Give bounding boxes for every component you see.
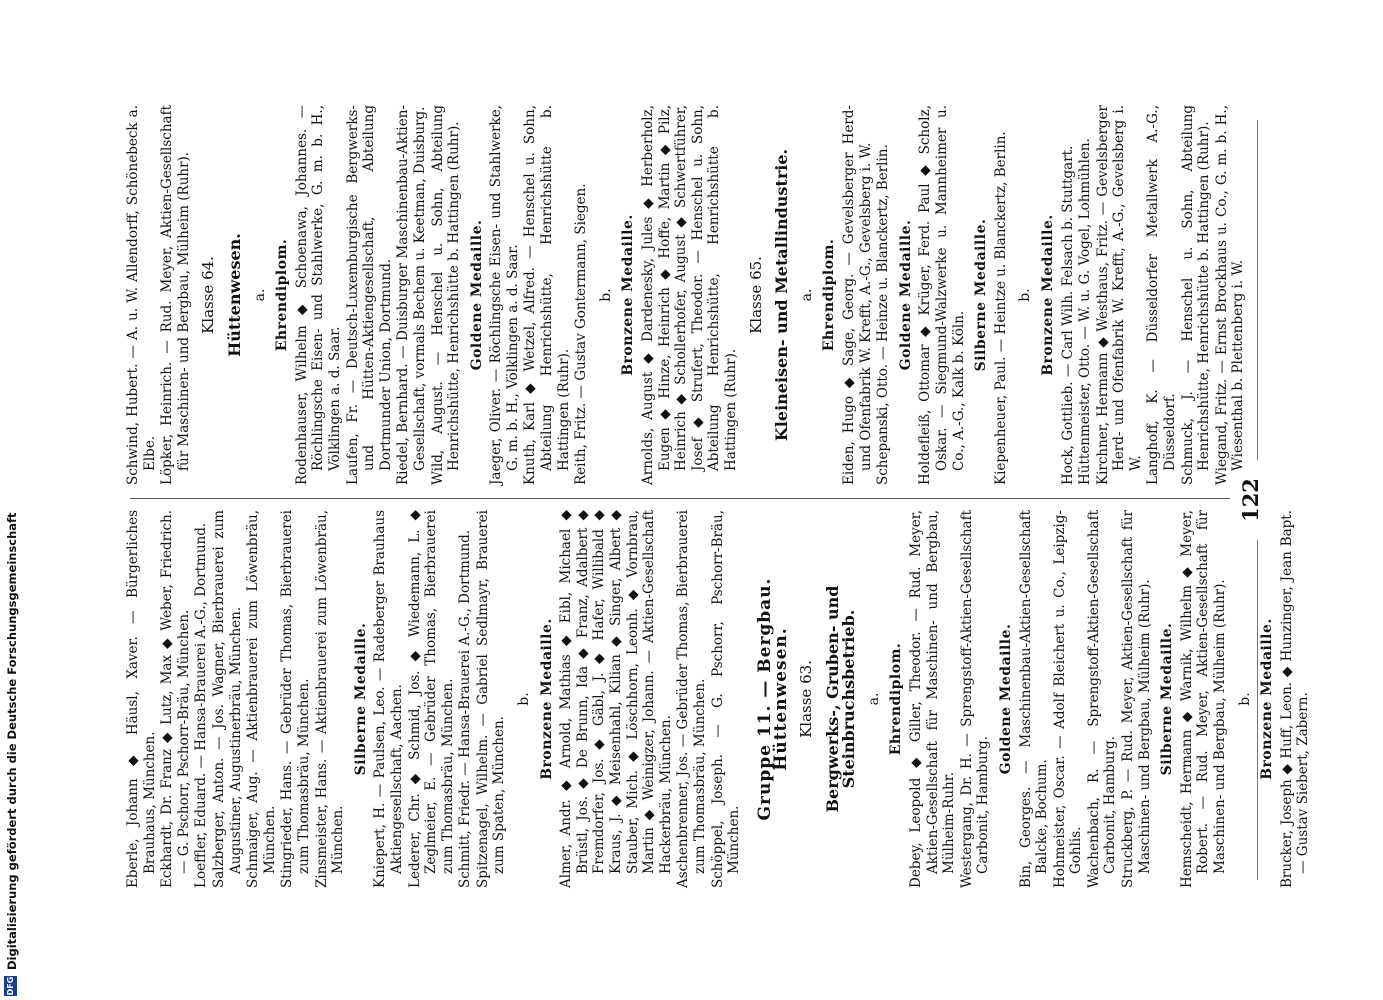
subsection-letter: a. (251, 288, 268, 302)
footer-strip (0, 0, 24, 1000)
award-heading: Silberne Medaille. (1159, 622, 1176, 776)
award-entry: Bin, Georges. — Maschinenbau-Aktien-Gesellschaft Balcke, Bochum. (1017, 510, 1051, 888)
award-entry: Brucker, Joseph ◆ Huff, Leon. ◆ Hunzinger, Jean Bapt. — Gustav Siebert, Zabern. (1278, 510, 1312, 888)
award-entry: Reith, Fritz. — Gustav Gontermann, Siegen. (573, 183, 590, 485)
subsection-letter: b. (1017, 288, 1034, 302)
award-heading: Bronzene Medaille. (1259, 618, 1276, 780)
award-entry: Knuth, Karl ◆ Wetzel, Alfred. — Henschel u. Sohn, Abteilung Henrichshütte, Henrichshütte b. Hattingen (Ruhr). (522, 105, 572, 485)
award-entry: Schmuck, J. — Henschel u. Sohn, Abteilung Henrichshütte, Henrichshütte b. Hattingen (Ruhr). (1179, 105, 1213, 485)
award-entry: Schepanski, Otto. — Heinze u. Blanckertz, Berlin. (875, 144, 892, 485)
award-entry: Lederer, Chr. ◆ Schmid, Jos. ◆ Wiedemann, L. ◆ Zeglmeier, E. — Gebrüder Thomas, Bierbrauerei zum Thomasbräu, München. (406, 510, 456, 888)
award-heading: Silberne Medaille. (352, 622, 369, 776)
award-entry: Wachenbach, R. — Sprengstoff-Aktien-Gesellschaft Carbonit, Hamburg. (1085, 510, 1119, 888)
award-entry: Almer, Andr. ◆ Arnold, Mathias ◆ Eibl, Michael ◆ Brüstl, Jos. ◆ De Brunn, Ida ◆ Franz, Adalbert ◆ Fremdorfer, Jos. ◆ Gäbl, J. ◆ Hafer, Willibald ◆ Kraus, J. ◆ Meisenhahl, Kilian ◆ Singer, Albert ◆ Stauber, Mich. ◆ Löschhorn, Leonh. ◆ Vornbrau, Martin ◆ Weinigzer, Johann. — Aktien-Gesellschaft Hackerbräu, München. (558, 510, 674, 888)
award-heading: Ehrendiplom. (888, 642, 905, 756)
page-number-value: 122 (1238, 478, 1263, 522)
award-entry: Struckberg, P. — Rud. Meyer, Aktien-Gesellschaft für Maschinen- und Bergbau, Mülheim (Ruhr). (1120, 510, 1153, 888)
class-heading: Klasse 63. (796, 660, 815, 738)
award-entry: Westergang, Dr. H. — Sprengstoff-Aktien-Gesellschaft Carbonit, Hamburg. (958, 510, 992, 888)
subsection-letter: b. (1236, 692, 1253, 706)
award-entry: Eckhardt, Dr. Franz ◆ Lutz, Max ◆ Weber, Friedrich. — G. Pschorr, Pschorr-Bräu, München. (159, 510, 192, 888)
dfg-logo: DFG (6, 976, 15, 996)
section-heading: Hüttenwesen. (224, 233, 244, 357)
award-heading: Goldene Medaille. (997, 623, 1014, 775)
award-entry: Holdefleiß, Ottomar ◆ Krüger, Ferd. Paul ◆ Scholz, Oskar. — Siegmund-Walzwerke u. Mannheimer u. Co., A.-G., Kalk b. Köln. (917, 105, 967, 485)
award-heading: Silberne Medaille. (973, 218, 990, 372)
award-entry: Debey, Leopold ◆ Giller, Theodor. — Rud. Meyer, Aktien-Gesellschaft für Maschinen- und Bergbau, Mülheim-Ruhr. (907, 510, 958, 888)
award-entry: Aschenbrenner, Jos. — Gebrüder Thomas, Bierbrauerei zum Thomasbräu, München. (675, 510, 708, 888)
award-entry: Schmaiger, Aug. — Aktienbrauerei zum Löwenbräu, München. (245, 510, 278, 888)
award-entry: Rodenhauser, Wilhelm ◆ Schoenawa, Johannes. — Röchlingsche Eisen- und Stahlwerke, G. m. b. H., Völklingen a. d. Saar. (293, 105, 343, 485)
subsection-letter: a. (798, 288, 815, 302)
award-entry: Hemscheidt, Hermann ◆ Warnik, Wilhelm ◆ Meyer, Robert. — Rud. Meyer, Aktien-Gesellschaft für Maschinen- und Bergbau, Mülheim (Ruhr). (1178, 510, 1229, 888)
award-entry: Hohmeister, Oscar. — Adolf Bleichert u. Co., Leipzig-Gohlis. (1051, 510, 1085, 888)
award-entry: Wiegand, Fritz. — Ernst Brockhaus u. Co., G. m. b. H., Wiesenthal b. Plettenberg i. W. (1213, 105, 1247, 485)
award-entry: Schöppel, Joseph. — G. Pschorr, Pschorr-Bräu, München. (709, 510, 743, 888)
award-entry: Kiepenheuer, Paul. — Heintze u. Blanckertz, Berlin. (992, 131, 1009, 485)
award-entry: Eberle, Johann ◆ Häusl, Xaver. — Bürgerliches Brauhaus, München. (125, 510, 158, 888)
section-heading: Bergwerks-, Gruben- und Steinbruchsbetrieb. (822, 585, 859, 813)
award-entry: Loeffler, Eduard. — Hansa-Brauerei A.-G., Dortmund. (193, 522, 210, 888)
group-heading: Gruppe 11. — Bergbau. Hüttenwesen. (754, 577, 792, 821)
award-entry: Löpker, Heinrich. — Rud. Meyer, Aktien-Gesellschaft für Maschinen- und Bergbau, Mülheim (Ruhr). (159, 105, 192, 485)
award-entry: Laufen, Fr. — Deutsch-Luxemburgische Bergwerks- und Hütten-Aktiengesellschaft, Abteilung Dortmunder Union, Dortmund. (344, 105, 394, 485)
award-heading: Goldene Medaille. (897, 219, 914, 371)
award-entry: Jaeger, Oliver. — Röchlingsche Eisen- und Stahlwerke, G. m. b. H., Völklingen a. d. Saar. (488, 105, 521, 485)
column-divider (130, 498, 1230, 499)
award-entry: Salzberger, Anton. — Jos. Wagner, Bierbrauerei zum Augustiner, Augustinerbräu, München. (210, 510, 244, 888)
award-entry: Spitzenagel, Wilhelm. — Gabriel Sedlmayr, Brauerei zum Spaten, München. (474, 510, 508, 888)
award-entry: Arnolds, August ◆ Dardenesky, Jules ◆ Herberholz, Eugen ◆ Hinze, Heinrich ◆ Hoffe, Martin ◆ Pilz, Heinrich ◆ Schollerhofer, August ◆ Schwertführer, Josef ◆ Strufert, Theodor. — Henschel u. Sohn, Abteilung Henrichshütte, Henrichshütte b. Hattingen (Ruhr). (640, 105, 739, 485)
right-column (125, 105, 1247, 485)
award-entry: Zinsmeister, Hans. — Aktienbrauerei zum Löwenbräu, München. (313, 510, 347, 888)
award-entry: Hüttenmeister, Otto. — W. u. G. Vogel, Lohmühlen. (1077, 138, 1094, 485)
award-entry: Kniepert, H. — Paulsen, Leo. — Radeberger Brauhaus Aktiengesellschaft, Aachen. (372, 510, 405, 888)
header-rule-left (1257, 540, 1258, 880)
award-heading: Bronzene Medaille. (1039, 214, 1056, 376)
header-rule-right (1257, 120, 1258, 460)
award-heading: Ehrendiplom. (821, 238, 838, 352)
subsection-letter: b. (516, 692, 533, 706)
award-heading: Bronzene Medaille. (538, 618, 555, 780)
award-heading: Bronzene Medaille. (620, 214, 637, 376)
digitization-footer: Digitalisierung gefördert durch die Deutsche Forschungsgemeinschaft (5, 512, 19, 970)
class-heading: Klasse 65. (746, 256, 765, 334)
award-entry: Langhoff, K. — Düsseldorfer Metallwerk A.-G., Düsseldorf. (1145, 105, 1179, 485)
award-heading: Ehrendiplom. (274, 238, 291, 352)
class-heading: Klasse 64. (199, 256, 218, 334)
award-entry: Schmitt, Friedr. — Hansa-Brauerei A.-G., Dortmund. (457, 529, 474, 888)
award-entry: Hock, Gottlieb. — Carl Wilh. Felsach b. Stuttgart. (1059, 145, 1076, 485)
award-entry: Wild, August. — Henschel u. Sohn, Abteilung Henrichshütte, Henrichshütte b. Hattingen (Ruhr). (429, 105, 463, 485)
award-entry: Riedel, Bernhard. — Duisburger Maschinenbau-Aktien-Gesellschaft, vormals Bechem u. Keetman, Duisburg. (395, 105, 428, 485)
award-entry: Eiden, Hugo ◆ Sage, Georg. — Gevelsberger Herd- und Ofenfabrik W. Krefft, A.-G., Gevelsberg i. W. (840, 105, 874, 485)
left-column (125, 510, 1312, 888)
subsection-letter: b. (597, 288, 614, 302)
award-entry: Stingrieder, Hans. — Gebrüder Thomas, Bierbrauerei zum Thomasbräu, München. (279, 510, 312, 888)
section-heading: Kleineisen- und Metallindustrie. (772, 148, 792, 442)
award-entry: Schwind, Hubert. — A. u. W. Allendorff, Schönebeck a. Elbe. (125, 105, 158, 485)
subsection-letter: a. (865, 692, 882, 706)
award-heading: Goldene Medaille. (468, 219, 485, 371)
award-entry: Kirchner, Hermann ◆ Westhaus, Fritz. — Gevelsberger Herd- und Ofenfabrik W. Krefft, A.-G., Gevelsberg i. W. (1094, 105, 1144, 485)
